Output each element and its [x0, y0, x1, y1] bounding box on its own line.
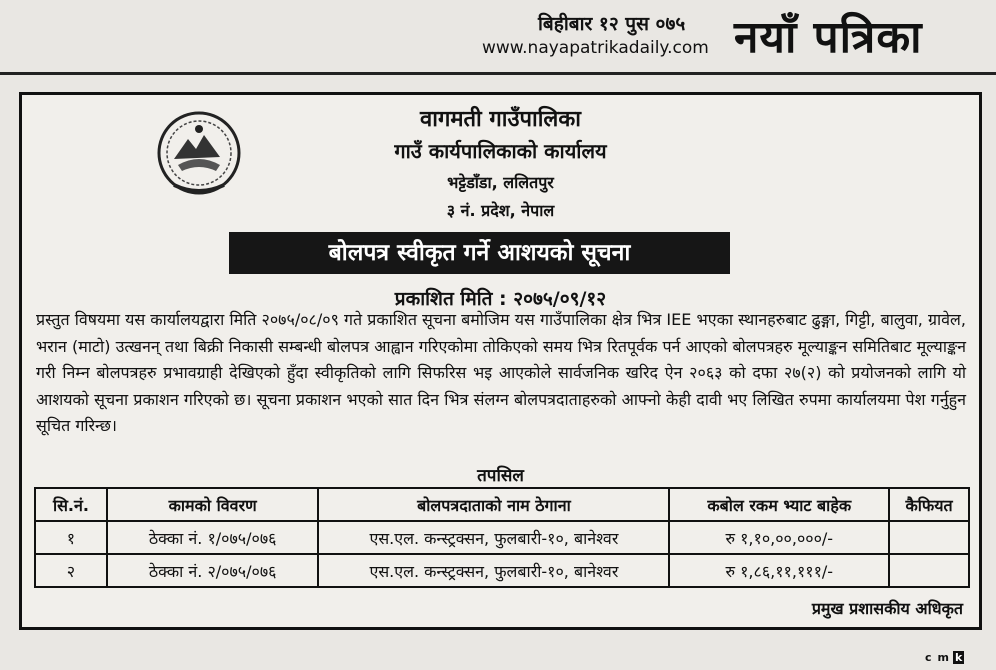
col-header-bidder: बोलपत्रदाताको नाम ठेगाना — [318, 488, 669, 521]
table-row — [35, 521, 969, 554]
province: ३ नं. प्रदेश, नेपाल — [446, 201, 555, 220]
cell-amount: रु १,८६,११,१११/- — [669, 554, 889, 587]
tender-notice — [19, 92, 982, 630]
cell-serial: १ — [35, 521, 107, 554]
print-mark-c: c — [925, 651, 932, 664]
notice-title: बोलपत्र स्वीकृत गर्ने आशयको सूचना — [229, 232, 730, 274]
table-row — [35, 554, 969, 587]
bid-table — [34, 487, 970, 588]
signoff: प्रमुख प्रशासकीय अधिकृत — [811, 599, 963, 618]
cell-remarks — [889, 554, 969, 587]
newspaper-masthead: नयाँ पत्रिका — [734, 12, 923, 63]
notice-body: प्रस्तुत विषयमा यस कार्यालयद्वारा मिति २०७५/०८/०९ गते प्रकाशित सूचना बमोजिम यस गाउँपालिका क्षेत्र भित्र IEE भएका स्थानहरुबाट ढुङ्गा, गिट्टी, बालुवा, ग्रावेल, भरान (माटो) उत्खनन् तथा बिक्री निकासी सम्बन्धी बोलपत्र आह्वान गरिएकोमा तोकिएको समय भित्र रितपूर्वक पर्न आएको बोलपत्रहरु मूल्याङ्कन समितिबाट मूल्याङ्कन गरी निम्न बोलपत्रहरु प्रभावग्राही देखिएको हुँदा स्वीकृतिको लागि सिफरिस भइ आएकोले सार्वजनिक खरिद ऐन २०६३ को दफा २७(२) को प्रयोजनको लागि यो आशयको सूचना प्रकाशन गरिएको छ। सूचना प्रकाशन भएको सात दिन भित्र संलग्न बोलपत्रदाताहरुको आफ्नो केही दावी भए लिखित रुपमा कार्यालयमा पेश गर्नुहुन सूचित गरिन्छ। — [36, 310, 966, 435]
cell-remarks — [889, 521, 969, 554]
print-mark-m: m — [937, 651, 949, 664]
issue-date: बिहीबार १२ पुस ०७५ — [538, 13, 686, 35]
table-header-row — [35, 488, 969, 521]
col-header-serial: सि.नं. — [35, 488, 107, 521]
municipality-name: वागमती गाउँपालिका — [420, 107, 581, 132]
website-url: www.nayapatrikadaily.com — [482, 38, 709, 58]
published-date: प्रकाशित मिति : २०७५/०९/१२ — [394, 288, 607, 310]
print-mark-k: k — [955, 651, 963, 664]
col-header-remarks: कैफियत — [889, 488, 969, 521]
col-header-work: कामको विवरण — [107, 488, 319, 521]
cell-amount: रु १,१०,००,०००/- — [669, 521, 889, 554]
cell-work: ठेक्का नं. १/०७५/०७६ — [107, 521, 319, 554]
cell-work: ठेक्का नं. २/०७५/०७६ — [107, 554, 319, 587]
print-color-marks — [923, 651, 966, 664]
cell-bidder: एस.एल. कन्स्ट्रक्सन, फुलबारी-१०, बानेश्वर — [318, 554, 669, 587]
office-name: गाउँ कार्यपालिकाको कार्यालय — [394, 139, 607, 163]
col-header-amount: कबोल रकम भ्याट बाहेक — [669, 488, 889, 521]
header-divider — [0, 72, 996, 75]
cell-serial: २ — [35, 554, 107, 587]
office-location: भट्टेडाँडा, ललितपुर — [447, 173, 554, 192]
cell-bidder: एस.एल. कन्स्ट्रक्सन, फुलबारी-१०, बानेश्वर — [318, 521, 669, 554]
table-title: तपसिल — [477, 466, 524, 486]
